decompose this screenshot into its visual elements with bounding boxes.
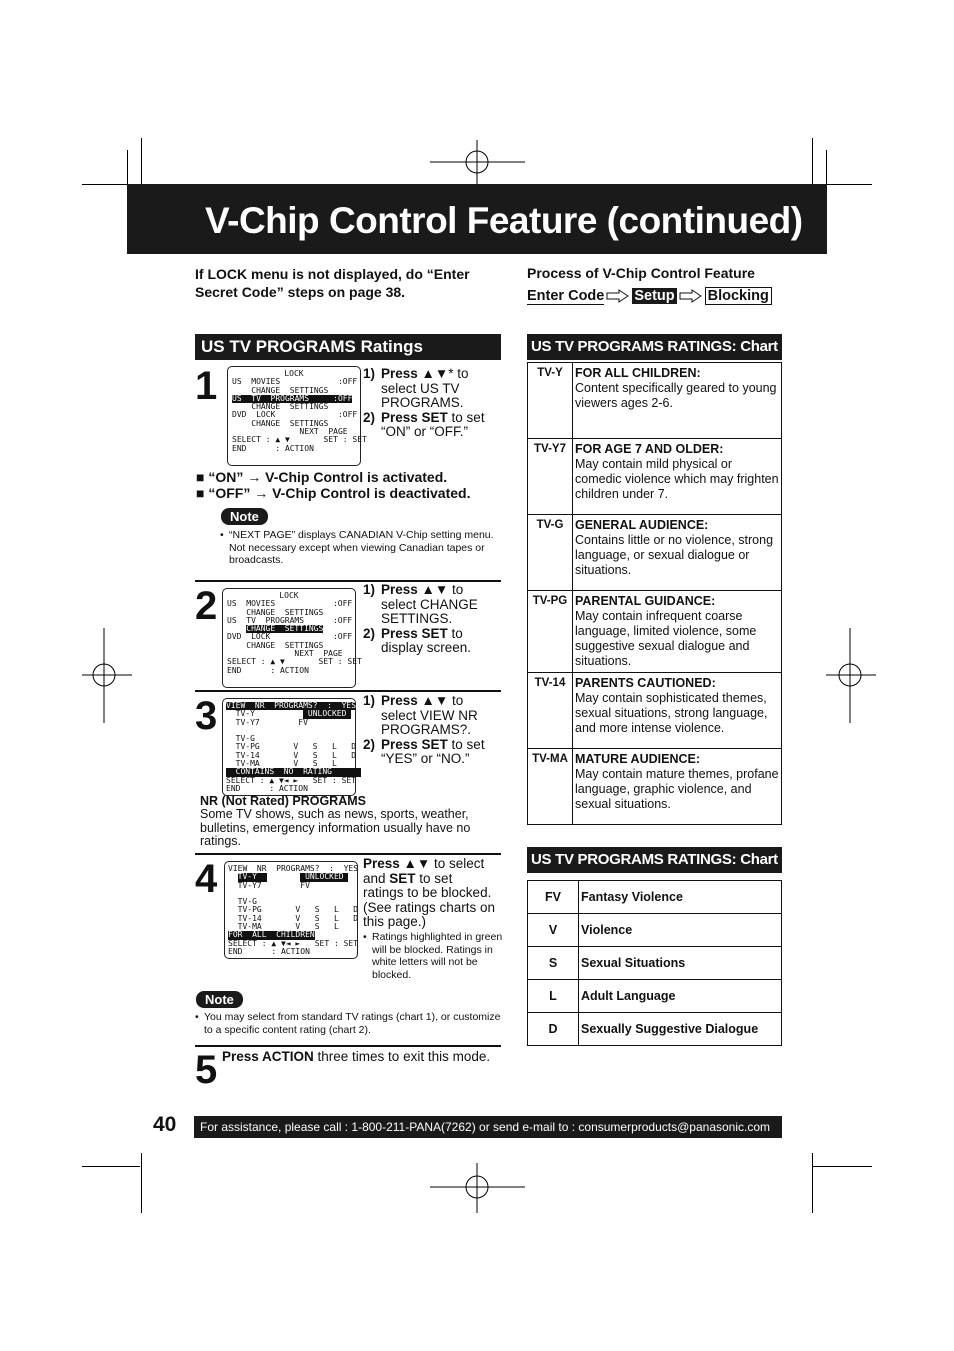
divider — [195, 1045, 501, 1047]
on-off-explanation — [196, 470, 470, 501]
crop-mark — [82, 1166, 140, 1167]
page-number: 40 — [153, 1113, 177, 1136]
nr-title: NR (Not Rated) PROGRAMS — [200, 794, 366, 808]
step1-instructions: 1) Press ▲▼* to select US TV PROGRAMS. 2) Press SET to set “ON” or “OFF.” — [363, 366, 485, 439]
step3-instructions: 1) Press ▲▼ to select VIEW NR PROGRAMS?. 2) Press SET to set “YES” or “NO.” — [363, 693, 485, 766]
registration-mark-icon — [826, 628, 876, 723]
chart2-table — [527, 880, 782, 1046]
tv-screen-view-nr: VIEW NR PROGRAMS? : YES TV-Y UNLOCKED TV-Y7 FV TV-G TV-PG V S L D TV-14 V S L D TV-MA V S L CONTAINS NO RATING SELECT : ▲ ▼◄ ► SET : SET END : ACTION — [222, 698, 356, 796]
chart1-table — [527, 362, 782, 825]
section-header-ratings: US TV PROGRAMS Ratings — [195, 334, 501, 360]
divider — [195, 853, 501, 855]
process-step-blocking: Blocking — [705, 287, 772, 305]
table-row: TV-MA MATURE AUDIENCE: May contain mature themes, profane language, graphic violence, and sexual situations. — [528, 749, 782, 825]
arrow-right-icon — [606, 289, 630, 303]
step-number: 3 — [195, 694, 218, 738]
table-row: TV-G GENERAL AUDIENCE: Contains little or no violence, strong language, or sexual dialogue or situations. — [528, 515, 782, 591]
step5-text: Press ACTION three times to exit this mode. — [222, 1049, 491, 1064]
table-row: D Sexually Suggestive Dialogue — [528, 1013, 782, 1046]
table-row: FV Fantasy Violence — [528, 881, 782, 914]
step4-instructions: Press ▲▼ to select and SET to set ratings to be blocked. (See ratings charts on this page.) — [363, 856, 496, 929]
page-title: V-Chip Control Feature (continued) — [205, 200, 803, 241]
step-number: 2 — [195, 584, 218, 628]
step2-instructions: 1) Press ▲▼ to select CHANGE SETTINGS. 2) Press SET to display screen. — [363, 582, 478, 655]
table-row: TV-Y7 FOR AGE 7 AND OLDER: May contain mild physical or comedic violence which may frighten children under 7. — [528, 439, 782, 515]
on-line: ■ “ON” → V-Chip Control is activated. — [196, 469, 448, 485]
chart1-header: US TV PROGRAMS RATINGS: Chart 1 — [527, 334, 782, 360]
table-row: V Violence — [528, 914, 782, 947]
note-label: Note — [196, 991, 243, 1008]
note-text: • “NEXT PAGE” displays CANADIAN V-Chip setting menu. Not necessary except when viewing Canadian tapes or broadcasts. — [220, 529, 494, 566]
note-text: • You may select from standard TV ratings (chart 1), or customize to a specific content rating (chart 2). — [195, 1011, 501, 1036]
registration-mark-icon — [430, 140, 525, 190]
nr-text: Some TV shows, such as news, sports, weather, bulletins, emergency information usually have no ratings. — [200, 807, 471, 848]
table-row: S Sexual Situations — [528, 947, 782, 980]
table-row: TV-14 PARENTS CAUTIONED: May contain sophisticated themes, sexual situations, strong language, and more intense violence. — [528, 673, 782, 749]
step-number: 5 — [195, 1048, 218, 1092]
registration-mark-icon — [430, 1163, 525, 1213]
process-title: Process of V-Chip Control Feature — [527, 265, 755, 281]
off-line: ■ “OFF” → V-Chip Control is deactivated. — [196, 484, 471, 501]
tv-screen-ratings: VIEW NR PROGRAMS? : YES TV-Y UNLOCKED TV-Y7 FV TV-G TV-PG V S L D TV-14 V S L D TV-MA V S L FOR ALL CHILDREN SELECT : ▲ ▼◄ ► SET : SET END : ACTION — [224, 861, 358, 959]
lock-note: If LOCK menu is not displayed, do “Enter Secret Code” steps on page 38. — [195, 266, 470, 300]
table-row: TV-PG PARENTAL GUIDANCE: May contain infrequent coarse language, limited violence, some suggestive sexual dialogue and situations. — [528, 591, 782, 673]
tv-screen-lock: LOCK US MOVIES :OFF CHANGE SETTINGS US TV PROGRAMS :OFF CHANGE SETTINGS DVD LOCK :OFF CHANGE SETTINGS NEXT PAGE SELECT : ▲ ▼ SET : SET END : ACTION — [227, 366, 361, 466]
crop-mark — [812, 1153, 813, 1213]
table-row: TV-Y FOR ALL CHILDREN: Content specifically geared to young viewers ages 2-6. — [528, 363, 782, 439]
note-label: Note — [221, 508, 268, 525]
process-step-enter-code: Enter Code — [527, 287, 605, 304]
divider — [195, 690, 501, 692]
arrow-right-icon — [679, 289, 703, 303]
crop-mark — [812, 1166, 872, 1167]
step-number: 1 — [195, 364, 218, 408]
registration-mark-icon — [82, 628, 132, 723]
process-step-setup: Setup — [634, 288, 675, 304]
table-row: L Adult Language — [528, 980, 782, 1013]
step4-bullet: • Ratings highlighted in green will be blocked. Ratings in white letters will not be blocked. — [363, 931, 503, 981]
step-number: 4 — [195, 857, 218, 901]
crop-mark — [141, 1153, 142, 1213]
process-flow — [527, 287, 772, 305]
chart2-header: US TV PROGRAMS RATINGS: Chart 2 — [527, 847, 782, 873]
tv-screen-change-settings: LOCK US MOVIES :OFF CHANGE SETTINGS US TV PROGRAMS :OFF CHANGE SETTINGS DVD LOCK :OFF CHANGE SETTINGS NEXT PAGE SELECT : ▲ ▼ SET : SET END : ACTION — [222, 588, 356, 688]
footer-assistance: For assistance, please call : 1-800-211-PANA(7262) or send e-mail to : consumerproducts@panasonic.com — [194, 1116, 782, 1138]
